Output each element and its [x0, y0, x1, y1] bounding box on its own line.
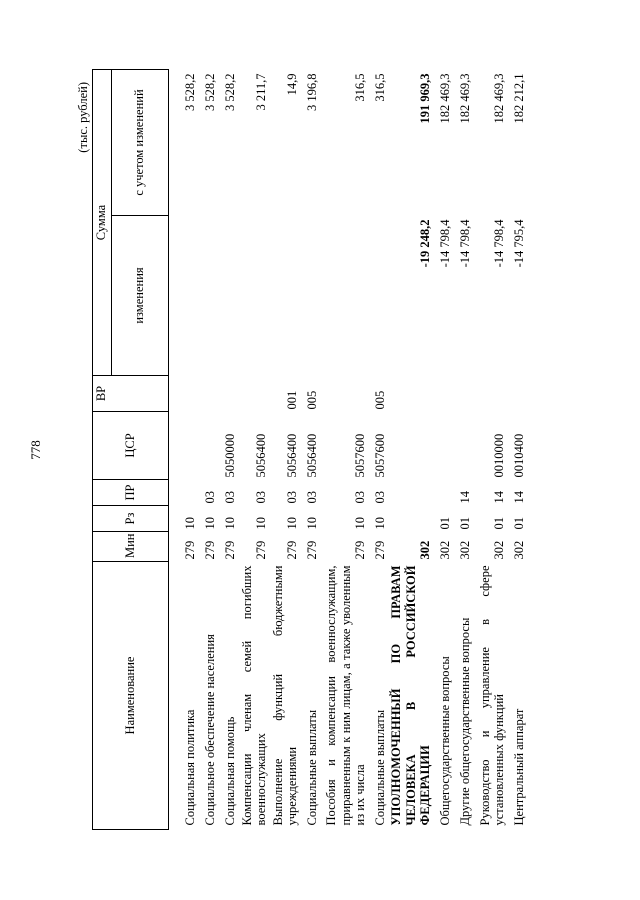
unit-label: (тыс. рублей)	[76, 82, 90, 153]
row-changes	[219, 216, 239, 376]
row-min: 279	[352, 540, 367, 560]
table-row	[368, 70, 388, 830]
table-row	[300, 70, 320, 830]
row-name: Пособия и компенсации военнослужащим, приравненным к ним лицам, а также уволенным из их числа	[324, 565, 367, 826]
row-total: 191 969,3	[418, 73, 432, 124]
row-name: Социальное обеспечение населения	[203, 634, 218, 826]
header-with-changes: с учетом изменений	[111, 70, 168, 216]
table-row	[219, 70, 239, 830]
row-pr: 03	[284, 491, 299, 504]
row-rz: 10	[284, 517, 299, 530]
row-vr	[453, 376, 473, 412]
row-changes: -14 798,4	[438, 219, 452, 268]
table-row	[453, 70, 473, 830]
row-vr: 005	[372, 390, 387, 410]
row-csr	[388, 412, 433, 480]
row-rz: 01	[512, 517, 526, 530]
row-min: 302	[458, 540, 472, 560]
row-csr: 5056400	[304, 433, 319, 478]
row-min: 302	[512, 540, 526, 560]
row-changes	[179, 216, 199, 376]
row-min: 302	[418, 540, 432, 560]
row-rz: 10	[304, 517, 319, 530]
header-sum: Сумма	[93, 70, 112, 376]
row-csr	[453, 412, 473, 480]
table-row	[270, 70, 301, 830]
row-min: 279	[372, 540, 387, 560]
row-pr: 03	[372, 491, 387, 504]
row-changes: -14 795,4	[512, 219, 526, 268]
row-changes	[300, 216, 320, 376]
row-vr	[507, 376, 527, 412]
row-rz: 10	[254, 517, 269, 530]
row-vr	[388, 376, 433, 412]
row-total: 182 212,1	[512, 73, 526, 124]
row-name: Центральный аппарат	[512, 708, 526, 826]
row-changes	[239, 216, 270, 376]
row-vr	[320, 376, 368, 412]
row-min: 302	[438, 540, 452, 560]
row-name: Социальные выплаты	[372, 709, 387, 826]
row-vr	[219, 376, 239, 412]
row-name: Выполнение функций бюджетными учреждениями	[270, 565, 299, 826]
row-total: 14,9	[284, 73, 299, 96]
row-min: 279	[284, 540, 299, 560]
row-name: Руководство и управление в сфере установленных функций	[477, 565, 506, 826]
header-changes: изменения	[111, 216, 168, 376]
header-name: Наименование	[93, 562, 169, 830]
header-min: Мин	[93, 532, 169, 562]
row-pr: 03	[223, 491, 238, 504]
row-csr: 5056400	[284, 433, 299, 478]
row-pr: 14	[492, 491, 506, 504]
header-row-1	[93, 70, 112, 830]
row-total: 3 528,2	[223, 73, 238, 111]
row-vr: 005	[304, 390, 319, 410]
row-changes	[368, 216, 388, 376]
row-vr	[239, 376, 270, 412]
row-name: Общегосударственные вопросы	[438, 656, 452, 826]
budget-table-sheet	[76, 70, 572, 830]
row-rz	[388, 506, 433, 532]
row-changes: -14 798,4	[458, 219, 472, 268]
row-csr	[199, 412, 219, 480]
row-pr	[433, 480, 453, 506]
header-csr: ЦСР	[93, 412, 169, 480]
row-csr: 5050000	[223, 433, 238, 478]
table-row	[199, 70, 219, 830]
row-csr: 5057600	[372, 433, 387, 478]
row-name: Социальные выплаты	[304, 709, 319, 826]
row-changes	[270, 216, 301, 376]
row-pr	[179, 480, 199, 506]
row-csr	[433, 412, 453, 480]
row-csr: 0010000	[492, 433, 506, 478]
row-min: 279	[203, 540, 218, 560]
row-pr: 03	[352, 491, 367, 504]
row-csr: 0010400	[512, 433, 526, 478]
row-pr: 03	[254, 491, 269, 504]
row-rz: 01	[438, 517, 452, 530]
table-row	[473, 70, 507, 830]
row-min: 279	[223, 540, 238, 560]
row-rz: 01	[492, 517, 506, 530]
table-row	[320, 70, 368, 830]
header-pr: ПР	[93, 480, 169, 506]
row-rz: 10	[183, 517, 198, 530]
row-pr: 14	[458, 491, 472, 504]
row-rz: 10	[352, 517, 367, 530]
row-pr: 03	[304, 491, 319, 504]
table-row	[433, 70, 453, 830]
row-total: 182 469,3	[458, 73, 472, 124]
row-changes: -14 798,4	[492, 219, 506, 268]
row-pr	[388, 480, 433, 506]
row-name: УПОЛНОМОЧЕННЫЙ ПО ПРАВАМ ЧЕЛОВЕКА В РОССИЙСКОЙ ФЕДЕРАЦИИ	[389, 565, 432, 826]
row-vr: 001	[284, 390, 299, 410]
table-row	[388, 70, 433, 830]
header-vr: ВР	[93, 376, 169, 412]
row-total: 3 196,8	[304, 73, 319, 111]
row-changes	[320, 216, 368, 376]
row-pr: 03	[203, 491, 218, 504]
row-name: Другие общегосударственные вопросы	[458, 617, 472, 826]
row-vr	[179, 376, 199, 412]
row-min: 302	[492, 540, 506, 560]
row-total: 3 528,2	[183, 73, 198, 111]
row-total: 182 469,3	[492, 73, 506, 124]
row-pr: 14	[512, 491, 526, 504]
page-number: 778	[28, 440, 43, 460]
row-total: 316,5	[372, 73, 387, 102]
row-min: 279	[254, 540, 269, 560]
row-rz: 10	[372, 517, 387, 530]
row-vr	[199, 376, 219, 412]
row-vr	[433, 376, 453, 412]
row-total: 316,5	[352, 73, 367, 102]
table-body	[168, 70, 527, 830]
header-rz: Рз	[93, 506, 169, 532]
row-total: 182 469,3	[438, 73, 452, 124]
row-min: 279	[304, 540, 319, 560]
row-total: 3 211,7	[254, 73, 269, 111]
row-csr	[179, 412, 199, 480]
row-min: 279	[183, 540, 198, 560]
row-vr	[473, 376, 507, 412]
row-rz: 01	[458, 517, 472, 530]
table-row	[507, 70, 527, 830]
table-row	[239, 70, 270, 830]
row-name: Социальная политика	[183, 709, 198, 826]
row-csr: 5057600	[352, 433, 367, 478]
budget-table	[92, 69, 527, 830]
table-row	[179, 70, 199, 830]
row-changes: -19 248,2	[418, 219, 432, 268]
row-total: 3 528,2	[203, 73, 218, 111]
row-rz: 10	[223, 517, 238, 530]
row-rz: 10	[203, 517, 218, 530]
row-name: Социальная помощь	[223, 716, 238, 826]
row-changes	[199, 216, 219, 376]
row-name: Компенсации членам семей погибших военнослужащих	[239, 565, 269, 826]
row-csr: 5056400	[254, 433, 269, 478]
